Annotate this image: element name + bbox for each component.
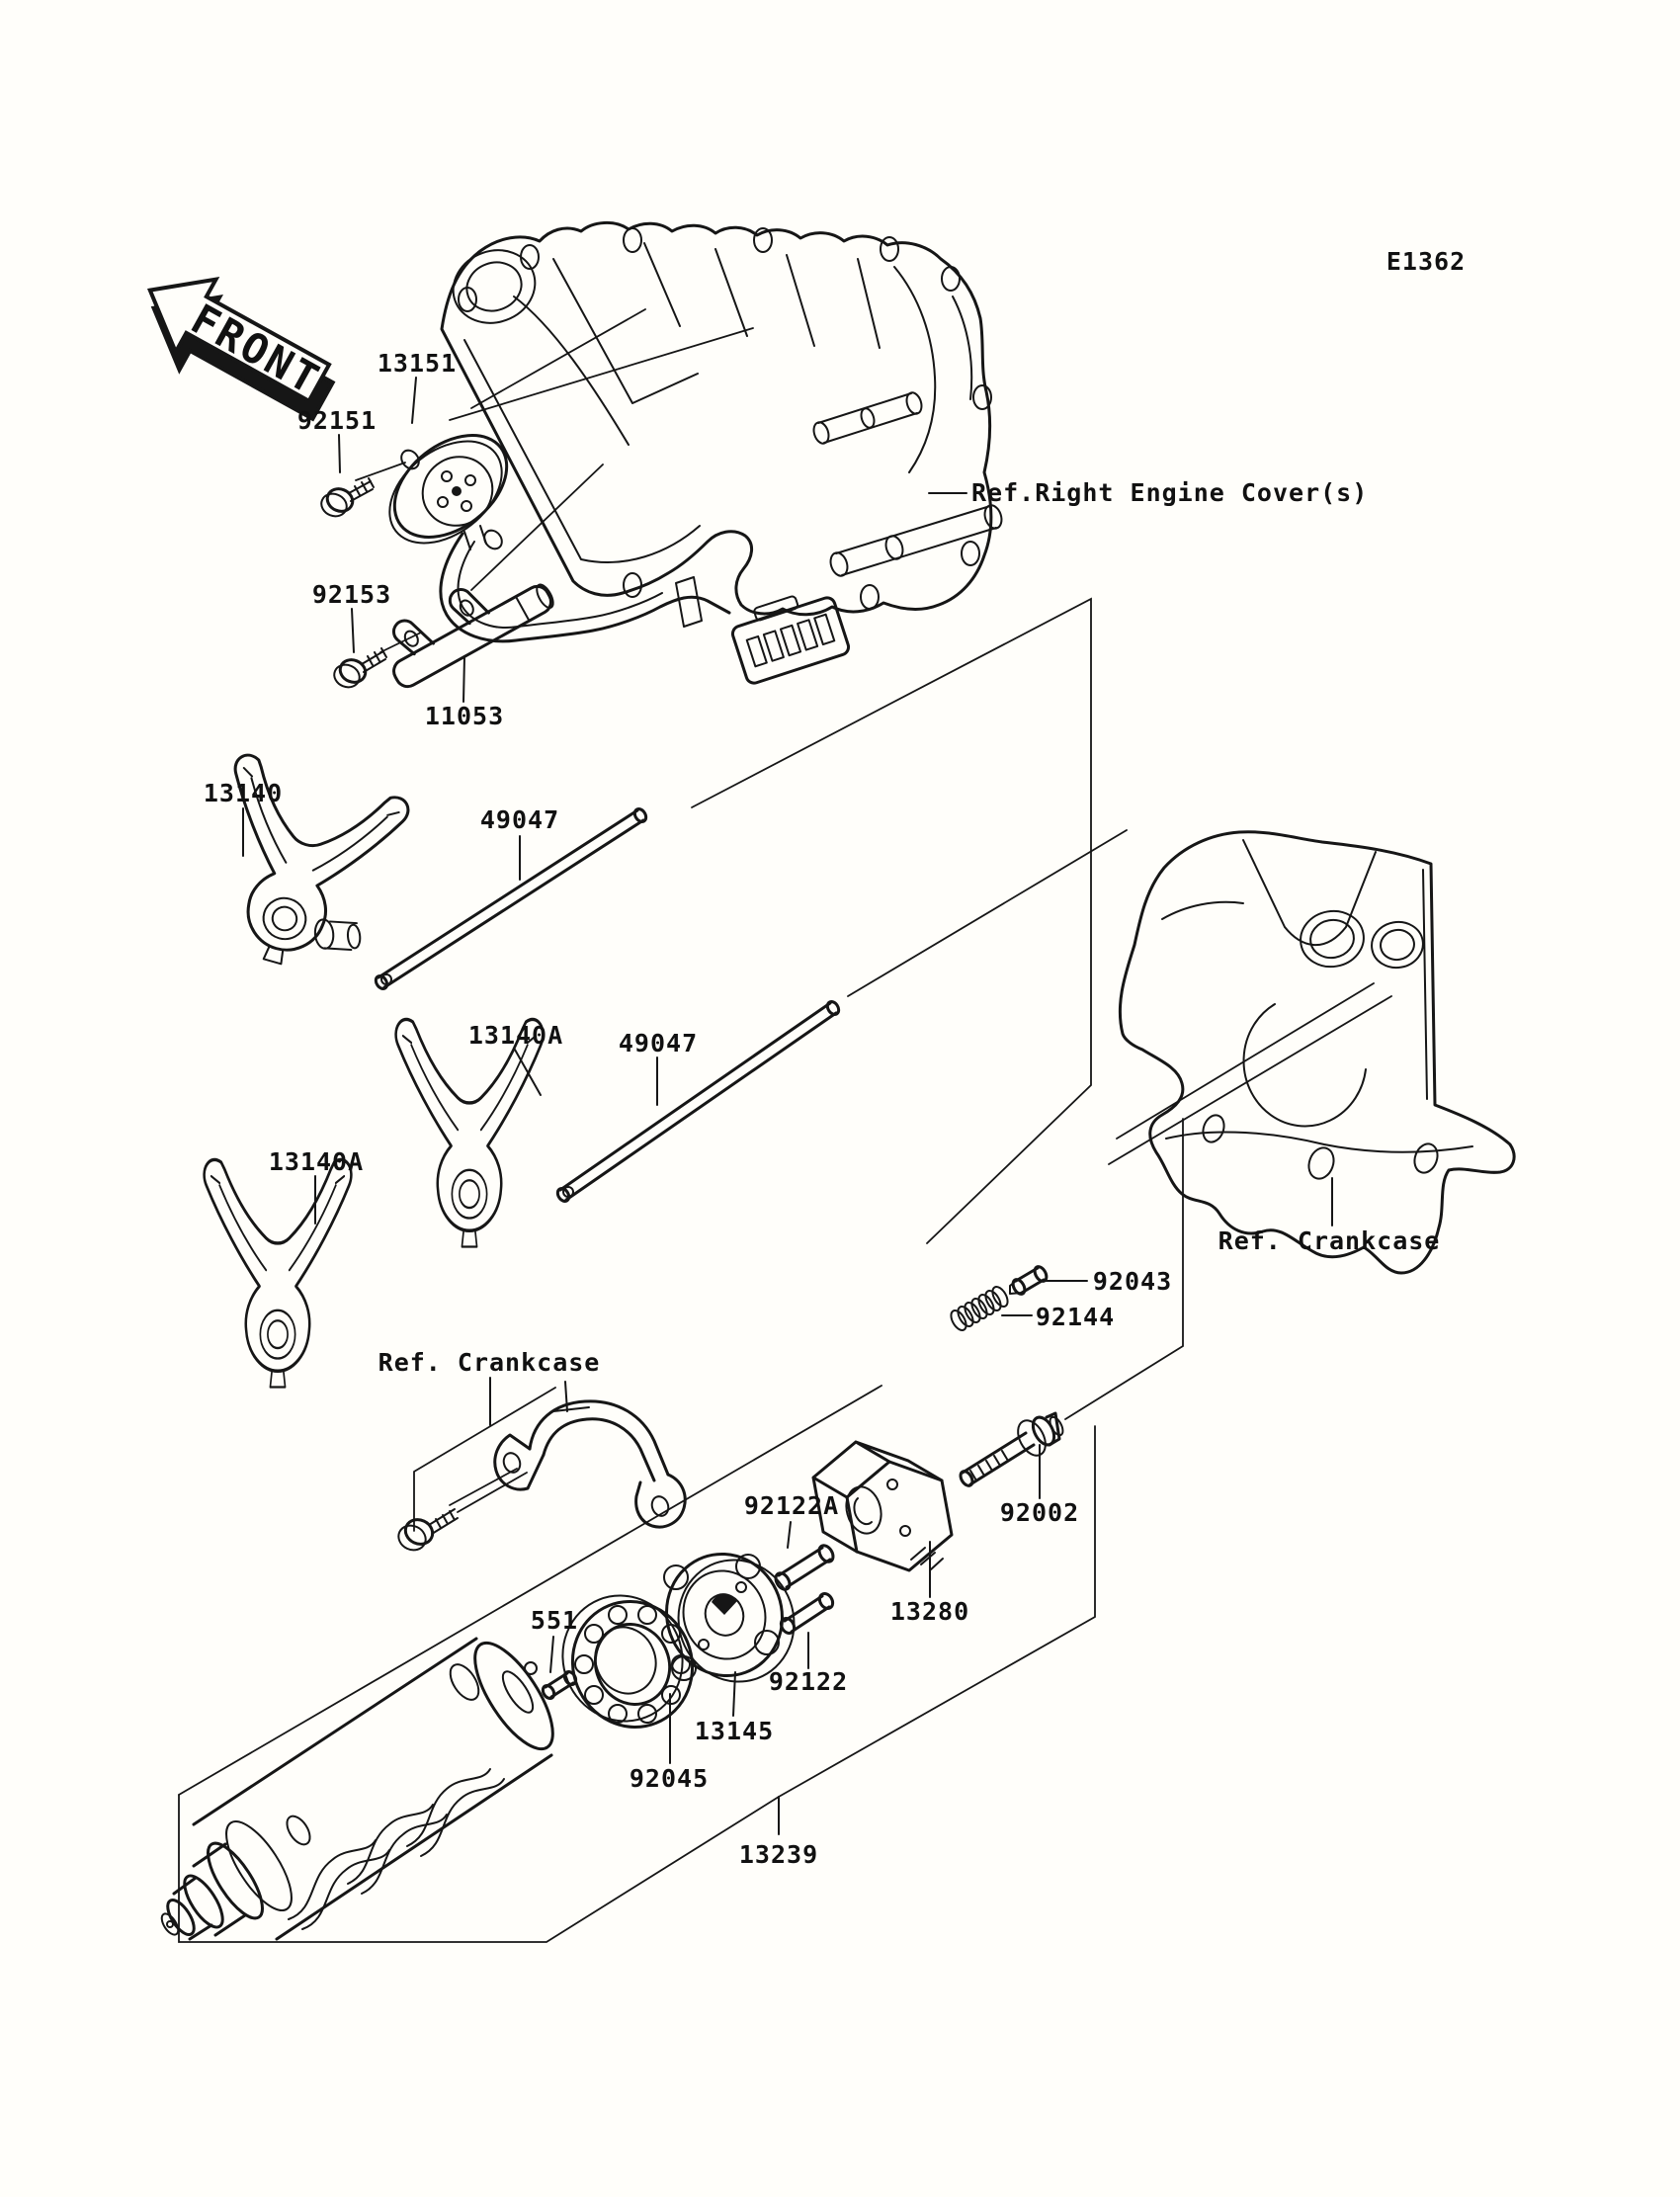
dowel-pin-92122 xyxy=(779,1591,836,1636)
dowel-pin-551 xyxy=(541,1669,578,1700)
cam-holder-bolt xyxy=(959,1413,1066,1487)
exploded-view-construction-lines xyxy=(179,328,1183,1942)
ref-crankcase-left-label: Ref. Crankcase xyxy=(378,1348,601,1377)
diagram-code-label: E1362 xyxy=(1386,247,1467,276)
shift-fork-13140a-lower xyxy=(205,1159,352,1387)
part-13151-label: 13151 xyxy=(377,349,458,378)
right-engine-cover-drawing xyxy=(442,222,1004,614)
part-13140a-lower-label: 13140A xyxy=(268,1147,365,1176)
cover-bolt-holes xyxy=(459,228,991,609)
part-92153-label: 92153 xyxy=(311,580,392,609)
part-92045-label: 92045 xyxy=(629,1764,710,1793)
part-13140-label: 13140 xyxy=(203,779,284,807)
drum-bearing xyxy=(544,1577,711,1745)
part-92122-label: 92122 xyxy=(768,1667,849,1696)
switch-bolt-92151 xyxy=(318,478,374,520)
part-92043-label: 92043 xyxy=(1092,1267,1173,1296)
label-leader-lines xyxy=(243,378,1332,1834)
part-13140a-upper-label: 13140A xyxy=(467,1021,564,1050)
part-551-label: 551 xyxy=(530,1606,579,1635)
drum-retainer-plate xyxy=(495,1401,685,1527)
part-92151-label: 92151 xyxy=(296,406,378,435)
part-92144-label: 92144 xyxy=(1035,1303,1116,1331)
detent-spring xyxy=(948,1284,1010,1332)
ref-crankcase-right-label: Ref. Crankcase xyxy=(1218,1226,1441,1255)
shift-fork-13140a-upper xyxy=(396,1019,544,1246)
shift-rod-lower xyxy=(555,999,841,1203)
part-13145-label: 13145 xyxy=(694,1717,775,1745)
labels-layer xyxy=(204,247,1466,1869)
part-92002-label: 92002 xyxy=(999,1498,1080,1527)
part-92122a-label: 92122A xyxy=(743,1491,840,1520)
part-13239-label: 13239 xyxy=(738,1840,819,1869)
ref-right-engine-cover-label: Ref.Right Engine Cover(s) xyxy=(971,478,1369,507)
front-arrow-label: FRONT xyxy=(183,295,329,405)
gear-position-switch xyxy=(371,415,527,564)
detent-pin-92043 xyxy=(1010,1265,1049,1297)
retainer-bolt xyxy=(394,1509,458,1555)
part-49047-lower-label: 49047 xyxy=(618,1029,699,1057)
gear-change-drum xyxy=(158,1632,566,1939)
part-11053-label: 11053 xyxy=(424,702,505,730)
harness-connector xyxy=(727,584,851,685)
shift-rod-upper xyxy=(374,806,648,990)
crankcase-drawing xyxy=(1109,832,1514,1273)
part-13280-label: 13280 xyxy=(889,1597,970,1626)
part-49047-upper-label: 49047 xyxy=(479,805,560,834)
bracket-bolt-92153 xyxy=(331,648,386,691)
